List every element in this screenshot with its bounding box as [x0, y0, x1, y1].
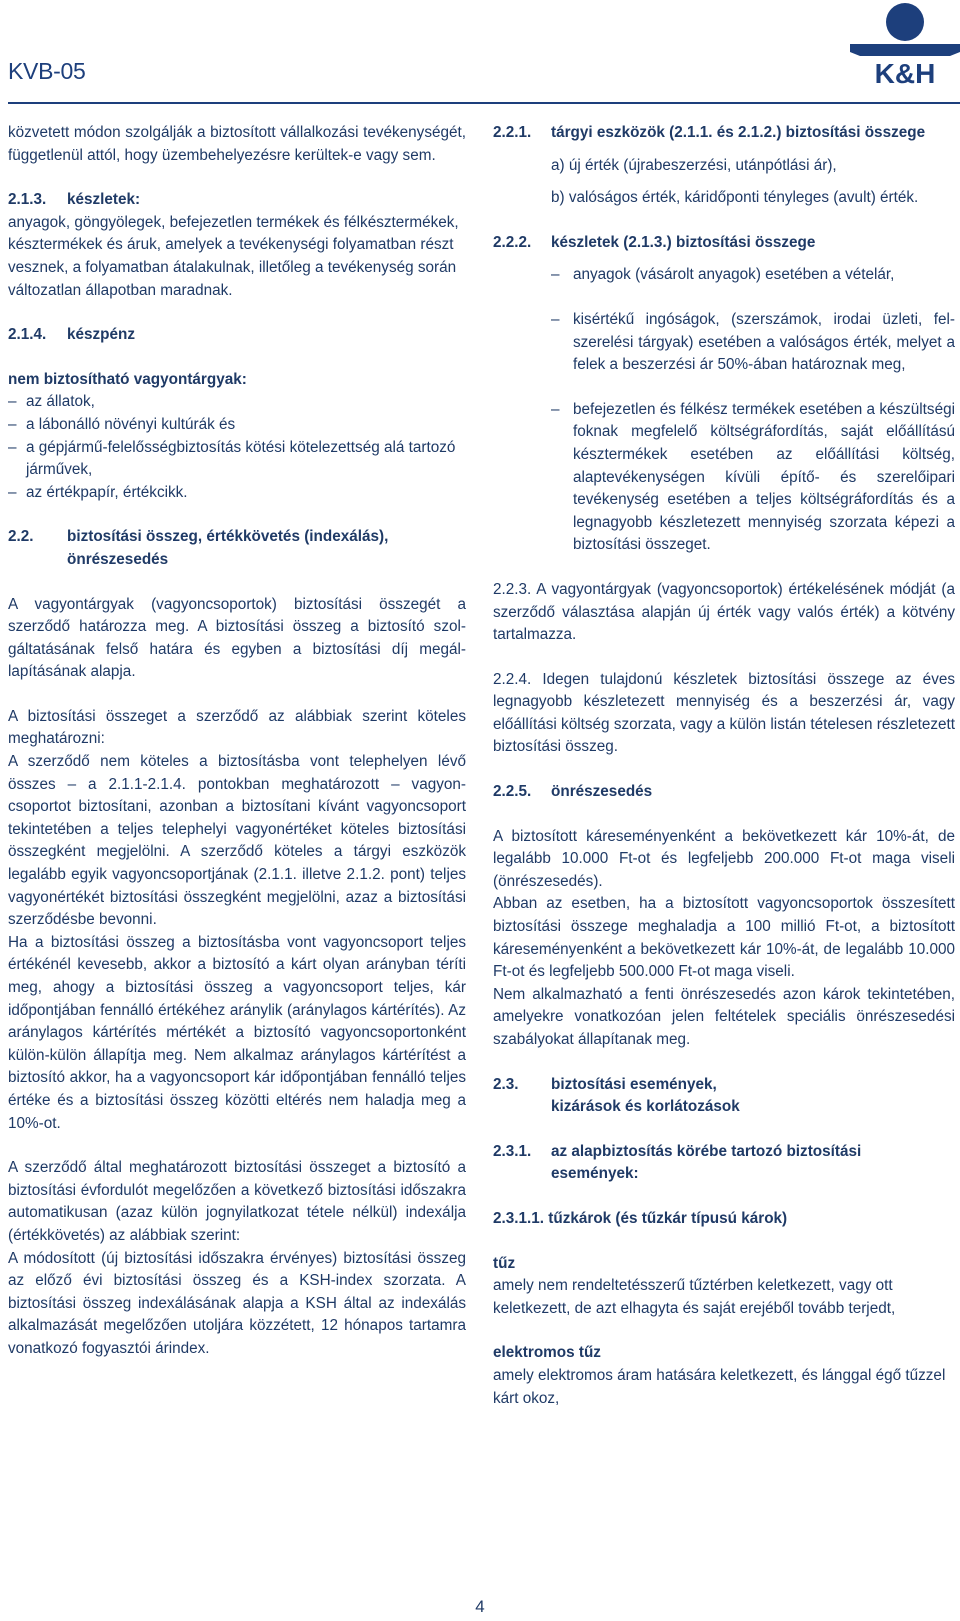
fire-title: tűz: [493, 1254, 516, 1272]
list-item: – a gépjármű-felelősségbiztosítás kötési kötelezettség alá tartozó járművek,: [8, 438, 456, 479]
section-title: készletek (2.1.3.) biztosítási összege: [551, 233, 816, 251]
section-number: 2.1.4.: [8, 326, 47, 344]
left-column: [8, 122, 466, 1361]
section-2-3: [493, 1074, 955, 1119]
section-number: 2.2.: [8, 528, 34, 546]
section-2-2-3: 2.2.3. A vagyontárgyak (vagyoncsoportok) értékelésének módját (a szerződő választása alapján új érték vagy valós érték) a kötvény tartalmazza.: [493, 580, 955, 644]
paragraph: A vagyontárgyak (vagyoncsoportok) biztosítási összegét a szerződő határozza meg. A biztosítási összeg a biztosító szolgáltatásának felső határa és egyben a biztosítási díj megállapításának alapja.: [8, 595, 466, 681]
electric-fire-text: amely elektromos áram hatására keletkezett, és lánggal égő tűzzel kárt okoz,: [493, 1366, 946, 1407]
section-number: 2.3.1.: [493, 1142, 532, 1160]
section-title: biztosítási események,: [551, 1075, 717, 1093]
paragraph: A biztosított káreseményenként a bekövetkezett kár 10%-át, de legalább 10.000 Ft-ot és legfeljebb 200.000 Ft-ot maga viseli (önrészesedés).: [493, 827, 955, 890]
fire-text: amely nem rendeltetésszerű tűztérben keletkezett, vagy ott keletkezett, de azt elhagyta és saját erejéből tovább terjedt,: [493, 1277, 896, 1317]
paragraph: A módosított (új biztosítási időszakra érvényes) biztosítási összeg az előző évi biztosítási összeg és a KSH-index szorzata. A biztosítási összeg indexálásának alapja a KSH által az indexálás alkalmazását megelőzően utoljára közzétett, 12 hónapos tartamra vonatkozó fogyasztói árindex.: [8, 1249, 466, 1357]
list-item: – befejezetlen és félkész termékek esetében a készültségi foknak megfelelő költségráfordítás, saját előállítású késztermékek esetében az előállítási költség, alaptevékenységen kívüli építő- és szerelőipari tevékenység esetében a teljes költségráfordítás és a legnagyobb készletezett mennyiség szorzata képezi a biztosítási összeget.: [551, 400, 955, 554]
list-item: – a lábonálló növényi kultúrák és: [8, 415, 236, 433]
paragraph: Ha a biztosítási összeg a biztosításba vont vagyoncsoport teljes értékénél kevesebb, akkor a biztosító a kárt olyan arányban téríti meg, ahogy a biztosítási összeg a vagyoncsoport teljes, kár időpontjában fennálló értékéhez aránylik (aránylagos kártérítés). Az aránylagos kártérítés mértékét a biztosító vagyoncsoportonként külön-külön állapítja meg. Nem alkalmaz aránylagos kártérítést a biztosító akkor, ha a vagyoncsoport kár időpontjában fennálló teljes értéke és a biztosítási összeg közötti eltérés nem haladja meg a 10%-ot.: [8, 933, 466, 1132]
section-title: önrészesedés: [551, 783, 653, 801]
noninsurable-title: nem biztosítható vagyontárgyak:: [8, 370, 247, 388]
paragraph: Abban az esetben, ha a biztosított vagyoncsoportok összesített biztosítási összege meghaladja a 100 millió Ft-ot, a biztosított káreseményenként a bekövetkezett kár 10%-át, de legalább 10.000 Ft-ot és legfeljebb 500.000 Ft-ot maga viseli.: [493, 895, 955, 981]
section-number: 2.1.3.: [8, 191, 47, 209]
section-number: 2.2.5.: [493, 783, 532, 801]
section-2-2-4: 2.2.4. Idegen tulajdonú készletek biztosítási összege az éves legnagyobb készletezett mennyiség és a beszerzési ár, vagy előállítási költség szorzata, vagy a külön listán tételesen részletezett biztosítási összeg.: [493, 670, 955, 756]
section-2-2: [8, 526, 466, 571]
section-title: kizárások és korlátozások: [551, 1098, 740, 1116]
document-code: KVB-05: [8, 58, 86, 84]
intro-paragraph: közvetett módon szolgálják a biztosított vállalkozási tevékenységét, függetlenül attól, hogy üzembehelyezésre kerültek-e vagy sem.: [8, 124, 466, 164]
section-2-2-1: [493, 122, 955, 145]
paragraph: A biztosítási összeget a szerződő az alábbiak szerint köteles meghatározni:: [8, 707, 466, 748]
kh-logo: [850, 0, 960, 88]
section-number: 2.3.: [493, 1075, 519, 1093]
section-title: készletek:: [67, 191, 141, 209]
paragraph: A szerződő által meghatározott biztosítási összeget a biztosító a biztosítási évfordulót megelőzően a következő biztosítási időszakra automatikusan (azaz külön jognyilatkozat tétele nélkül) indexálja (értékkövetés) az alábbiak szerint:: [8, 1159, 466, 1244]
section-2-1-4: [8, 324, 466, 347]
list-item: – kisértékű ingóságok, (szerszámok, irodai üzleti, felszerelési tárgyak) esetében a valóságos érték, melyet a felek a beszerzési ár 50%-ában határoznak meg,: [551, 310, 955, 374]
section-title: készpénz: [67, 326, 136, 344]
paragraph: Nem alkalmazható a fenti önrészesedés azon károk tekintetében, amelyekre vonatkozóan jelen feltételek speciális önrészesedési szabályokat állapítanak meg.: [493, 985, 955, 1048]
section-title: az alapbiztosítás körébe tartozó biztosítási: [551, 1142, 862, 1160]
right-column: [493, 122, 955, 1410]
section-number: 2.2.1.: [493, 124, 532, 141]
list-item: – az értékpapír, értékcikk.: [8, 483, 188, 501]
section-2-2-5: [493, 781, 955, 804]
option-b: b) valóságos érték, káridőponti tényleges (avult) érték.: [551, 189, 919, 207]
header-divider: [8, 102, 960, 104]
option-a: a) új érték (újrabeszerzési, utánpótlási ár),: [551, 156, 837, 174]
list-item: – anyagok (vásárolt anyagok) esetében a vételár,: [551, 266, 895, 284]
section-title: események:: [551, 1165, 639, 1183]
noninsurable-assets: [8, 369, 466, 505]
list-item: – az állatok,: [8, 393, 95, 411]
section-2-1-3: [8, 189, 466, 302]
section-2-2-2: [493, 232, 955, 255]
section-2-3-1: [493, 1141, 955, 1186]
section-title: tárgyi eszközök (2.1.1. és 2.1.2.) biztosítási összege: [551, 124, 926, 141]
section-number: 2.2.2.: [493, 233, 532, 251]
page-number: 4: [475, 1597, 485, 1616]
electric-fire-title: elektromos tűz: [493, 1344, 601, 1362]
section-title: biztosítási összeg, értékkövetés (indexálás), önrészesedés: [67, 528, 389, 568]
paragraph: A szerződő nem köteles a biztosításba vont telephelyen lévő összes – a 2.1.1-2.1.4. pontokban meghatározott – vagyoncsoportot biztosítani, azonban a biztosítani kívánt vagyoncsoport tekintetében a teljes telephelyi vagyonértéket köteles biztosítási összegként megjelölni. A szerződő köteles a tárgyi eszközök legalább egyik vagyoncsoportjának (2.1.1. illetve 2.1.2. pont) teljes vagyonértékét biztosítási összegként megjelölni, azaz a biztosítási szerződésbe bevonni.: [8, 753, 466, 929]
kh-logo-text: K&H: [874, 58, 936, 88]
section-2-3-1-1: 2.3.1.1. tűzkárok (és tűzkár típusú károk): [493, 1209, 788, 1227]
section-text: anyagok, göngyölegek, befejezetlen termékek és félkésztermékek, késztermékek és áruk, amelyek a tevékenységi folyamatban részt vesznek, a folyamatban átalakulnak, illetőleg a tevékenység során változatlan állapotban maradnak.: [8, 213, 459, 299]
